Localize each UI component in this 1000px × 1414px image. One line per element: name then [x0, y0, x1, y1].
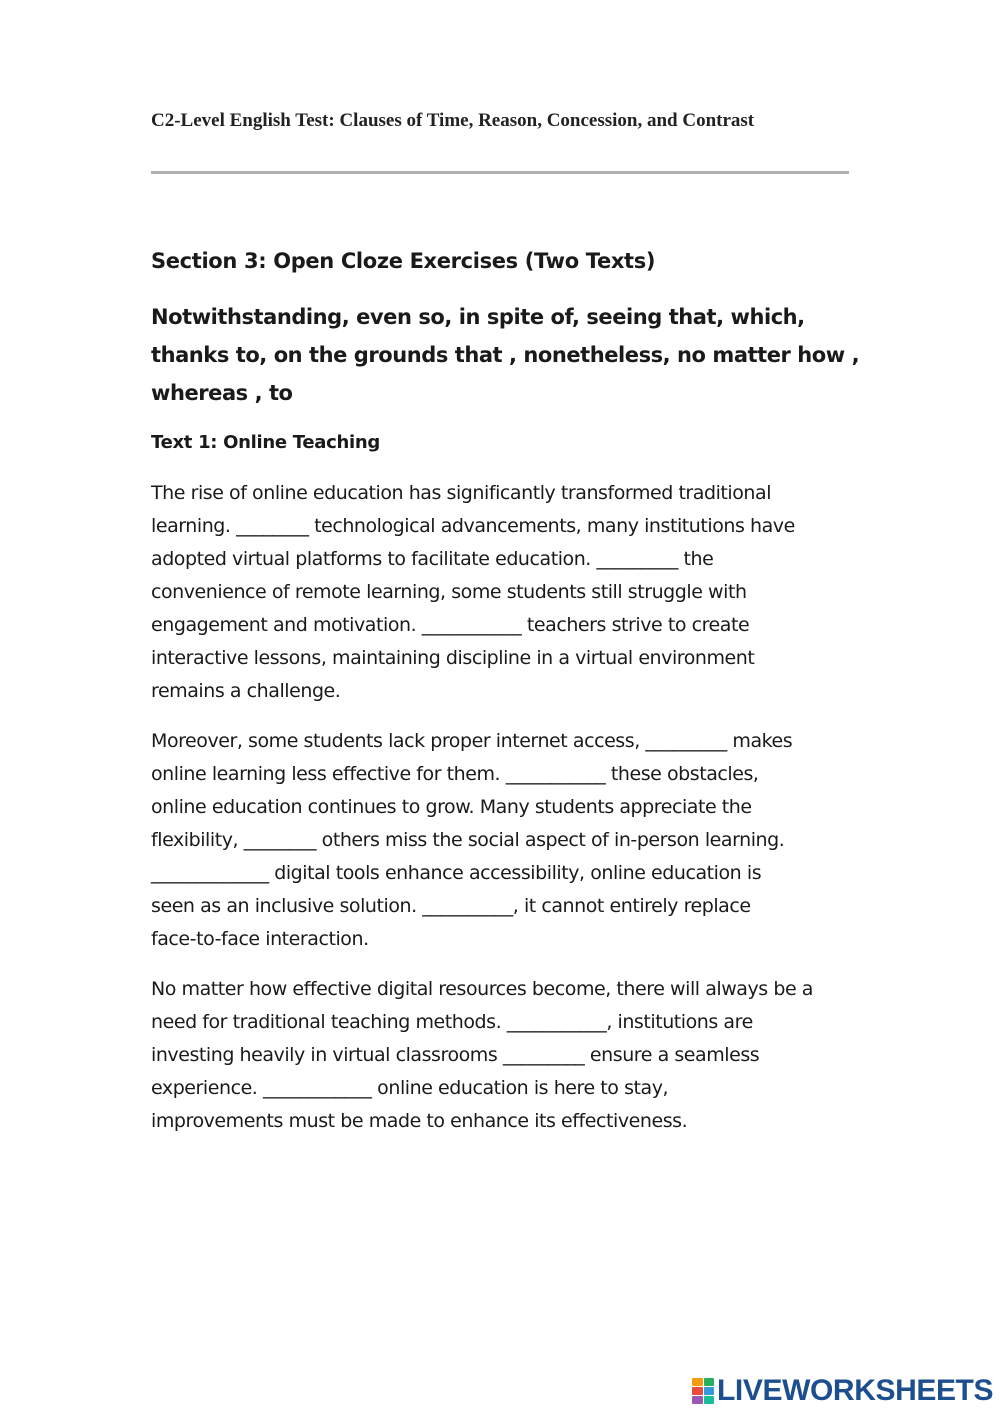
paragraph-line: interactive lessons, maintaining discipline in a virtual environment — [151, 647, 755, 669]
paragraph-line: online education continues to grow. Many students appreciate the — [151, 796, 752, 818]
paragraph-1 — [151, 477, 881, 708]
liveworksheets-logo-icon — [692, 1378, 714, 1404]
word-bank-line: whereas , to — [151, 381, 293, 405]
document-header-title: C2-Level English Test: Clauses of Time, Reason, Concession, and Contrast — [151, 110, 755, 131]
word-bank — [151, 298, 871, 412]
paragraph-line: seen as an inclusive solution. __________, it cannot entirely replace — [151, 895, 751, 917]
paragraph-line: face-to-face interaction. — [151, 928, 369, 950]
section-title: Section 3: Open Cloze Exercises (Two Texts) — [151, 249, 656, 273]
paragraph-line: improvements must be made to enhance its effectiveness. — [151, 1110, 688, 1132]
paragraph-2 — [151, 725, 881, 956]
word-bank-line: Notwithstanding, even so, in spite of, seeing that, which, — [151, 305, 805, 329]
paragraph-line: experience. ____________ online education is here to stay, — [151, 1077, 669, 1099]
header-divider — [151, 171, 849, 174]
word-bank-line: thanks to, on the grounds that , nonetheless, no matter how , — [151, 343, 860, 367]
paragraph-line: need for traditional teaching methods. ___________, institutions are — [151, 1011, 753, 1033]
paragraph-line: No matter how effective digital resources become, there will always be a — [151, 978, 813, 1000]
paragraph-line: flexibility, ________ others miss the social aspect of in-person learning. — [151, 829, 785, 851]
logo-text: LIVEWORKSHEETS — [717, 1374, 994, 1407]
paragraph-3 — [151, 973, 881, 1138]
paragraph-line: The rise of online education has significantly transformed traditional — [151, 482, 772, 504]
liveworksheets-logo — [692, 1376, 993, 1406]
paragraph-line: adopted virtual platforms to facilitate education. _________ the — [151, 548, 714, 570]
paragraph-line: learning. ________ technological advancements, many institutions have — [151, 515, 795, 537]
paragraph-line: _____________ digital tools enhance accessibility, online education is — [151, 862, 762, 884]
paragraph-line: remains a challenge. — [151, 680, 341, 702]
paragraph-line: convenience of remote learning, some students still struggle with — [151, 581, 747, 603]
paragraph-line: engagement and motivation. ___________ teachers strive to create — [151, 614, 750, 636]
paragraph-line: online learning less effective for them. ___________ these obstacles, — [151, 763, 759, 785]
paragraph-line: Moreover, some students lack proper internet access, _________ makes — [151, 730, 793, 752]
paragraph-line: investing heavily in virtual classrooms _________ ensure a seamless — [151, 1044, 760, 1066]
text-title: Text 1: Online Teaching — [151, 432, 381, 453]
